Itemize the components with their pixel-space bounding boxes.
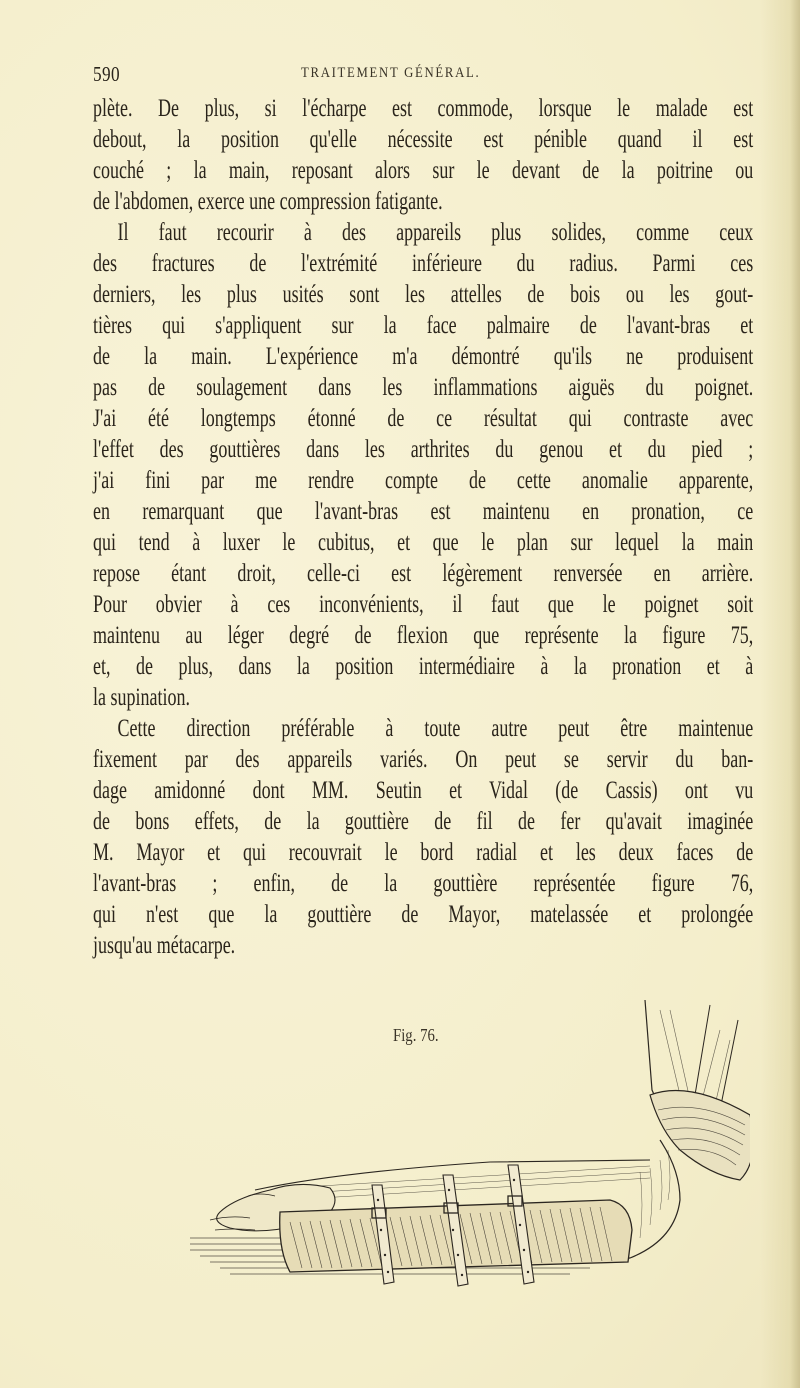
text-line: maintenu au léger degré de flexion que représente la figure 75, bbox=[93, 622, 754, 649]
text-line: tières qui s'appliquent sur la face palmaire de l'avant-bras et bbox=[93, 312, 754, 339]
text-line: des fractures de l'extrémité inférieure du radius. Parmi ces bbox=[93, 250, 754, 277]
text-line: repose étant droit, celle-ci est légèrement renversée en arrière. bbox=[93, 560, 754, 587]
text-line: J'ai été longtemps étonné de ce résultat qui contraste avec bbox=[93, 405, 754, 432]
text-line: j'ai fini par me rendre compte de cette anomalie apparente, bbox=[93, 467, 754, 494]
forearm-splint-illustration bbox=[190, 1000, 750, 1300]
text-line: Cette direction préférable à toute autre peut être maintenue bbox=[117, 715, 754, 742]
page-header bbox=[93, 62, 753, 86]
text-line: fixement par des appareils variés. On peut se servir du ban- bbox=[93, 746, 754, 773]
text-line: qui tend à luxer le cubitus, et que le plan sur lequel la main bbox=[93, 529, 754, 556]
text-line: de la main. L'expérience m'a démontré qu'ils ne produisent bbox=[93, 343, 754, 370]
text-line: Pour obvier à ces inconvénients, il faut que le poignet soit bbox=[93, 591, 754, 618]
text-line: en remarquant que l'avant-bras est maintenu en pronation, ce bbox=[93, 498, 754, 525]
text-line: et, de plus, dans la position intermédiaire à la pronation et à bbox=[93, 653, 754, 680]
page-number: 590 bbox=[93, 62, 121, 86]
text-line: de bons effets, de la gouttière de fil de fer qu'avait imaginée bbox=[93, 808, 754, 835]
text-line: qui n'est que la gouttière de Mayor, matelassée et prolongée bbox=[93, 901, 754, 928]
body-text bbox=[93, 93, 753, 961]
text-line: l'avant-bras ; enfin, de la gouttière représentée figure 76, bbox=[93, 870, 754, 897]
text-line: debout, la position qu'elle nécessite est pénible quand il est bbox=[93, 126, 754, 153]
text-line: Il faut recourir à des appareils plus solides, comme ceux bbox=[117, 219, 754, 246]
text-line: derniers, les plus usités sont les attelles de bois ou les gout- bbox=[93, 281, 754, 308]
text-line: l'effet des gouttières dans les arthrites du genou et du pied ; bbox=[93, 436, 754, 463]
running-title: TRAITEMENT GÉNÉRAL. bbox=[301, 65, 481, 81]
text-line: couché ; la main, reposant alors sur le devant de la poitrine ou bbox=[93, 157, 754, 184]
text-line: la supination. bbox=[93, 684, 190, 711]
page-gutter-shadow bbox=[790, 0, 800, 1388]
text-line: dage amidonné dont MM. Seutin et Vidal (de Cassis) ont vu bbox=[93, 777, 754, 804]
text-line: plète. De plus, si l'écharpe est commode, lorsque le malade est bbox=[93, 95, 754, 122]
text-line: jusqu'au métacarpe. bbox=[93, 932, 236, 959]
text-line: M. Mayor et qui recouvrait le bord radial et les deux faces de bbox=[93, 839, 754, 866]
figure-caption: Fig. 76. bbox=[393, 1025, 439, 1045]
text-line: de l'abdomen, exerce une compression fatigante. bbox=[93, 188, 443, 215]
text-line: pas de soulagement dans les inflammations aiguës du poignet. bbox=[93, 374, 754, 401]
